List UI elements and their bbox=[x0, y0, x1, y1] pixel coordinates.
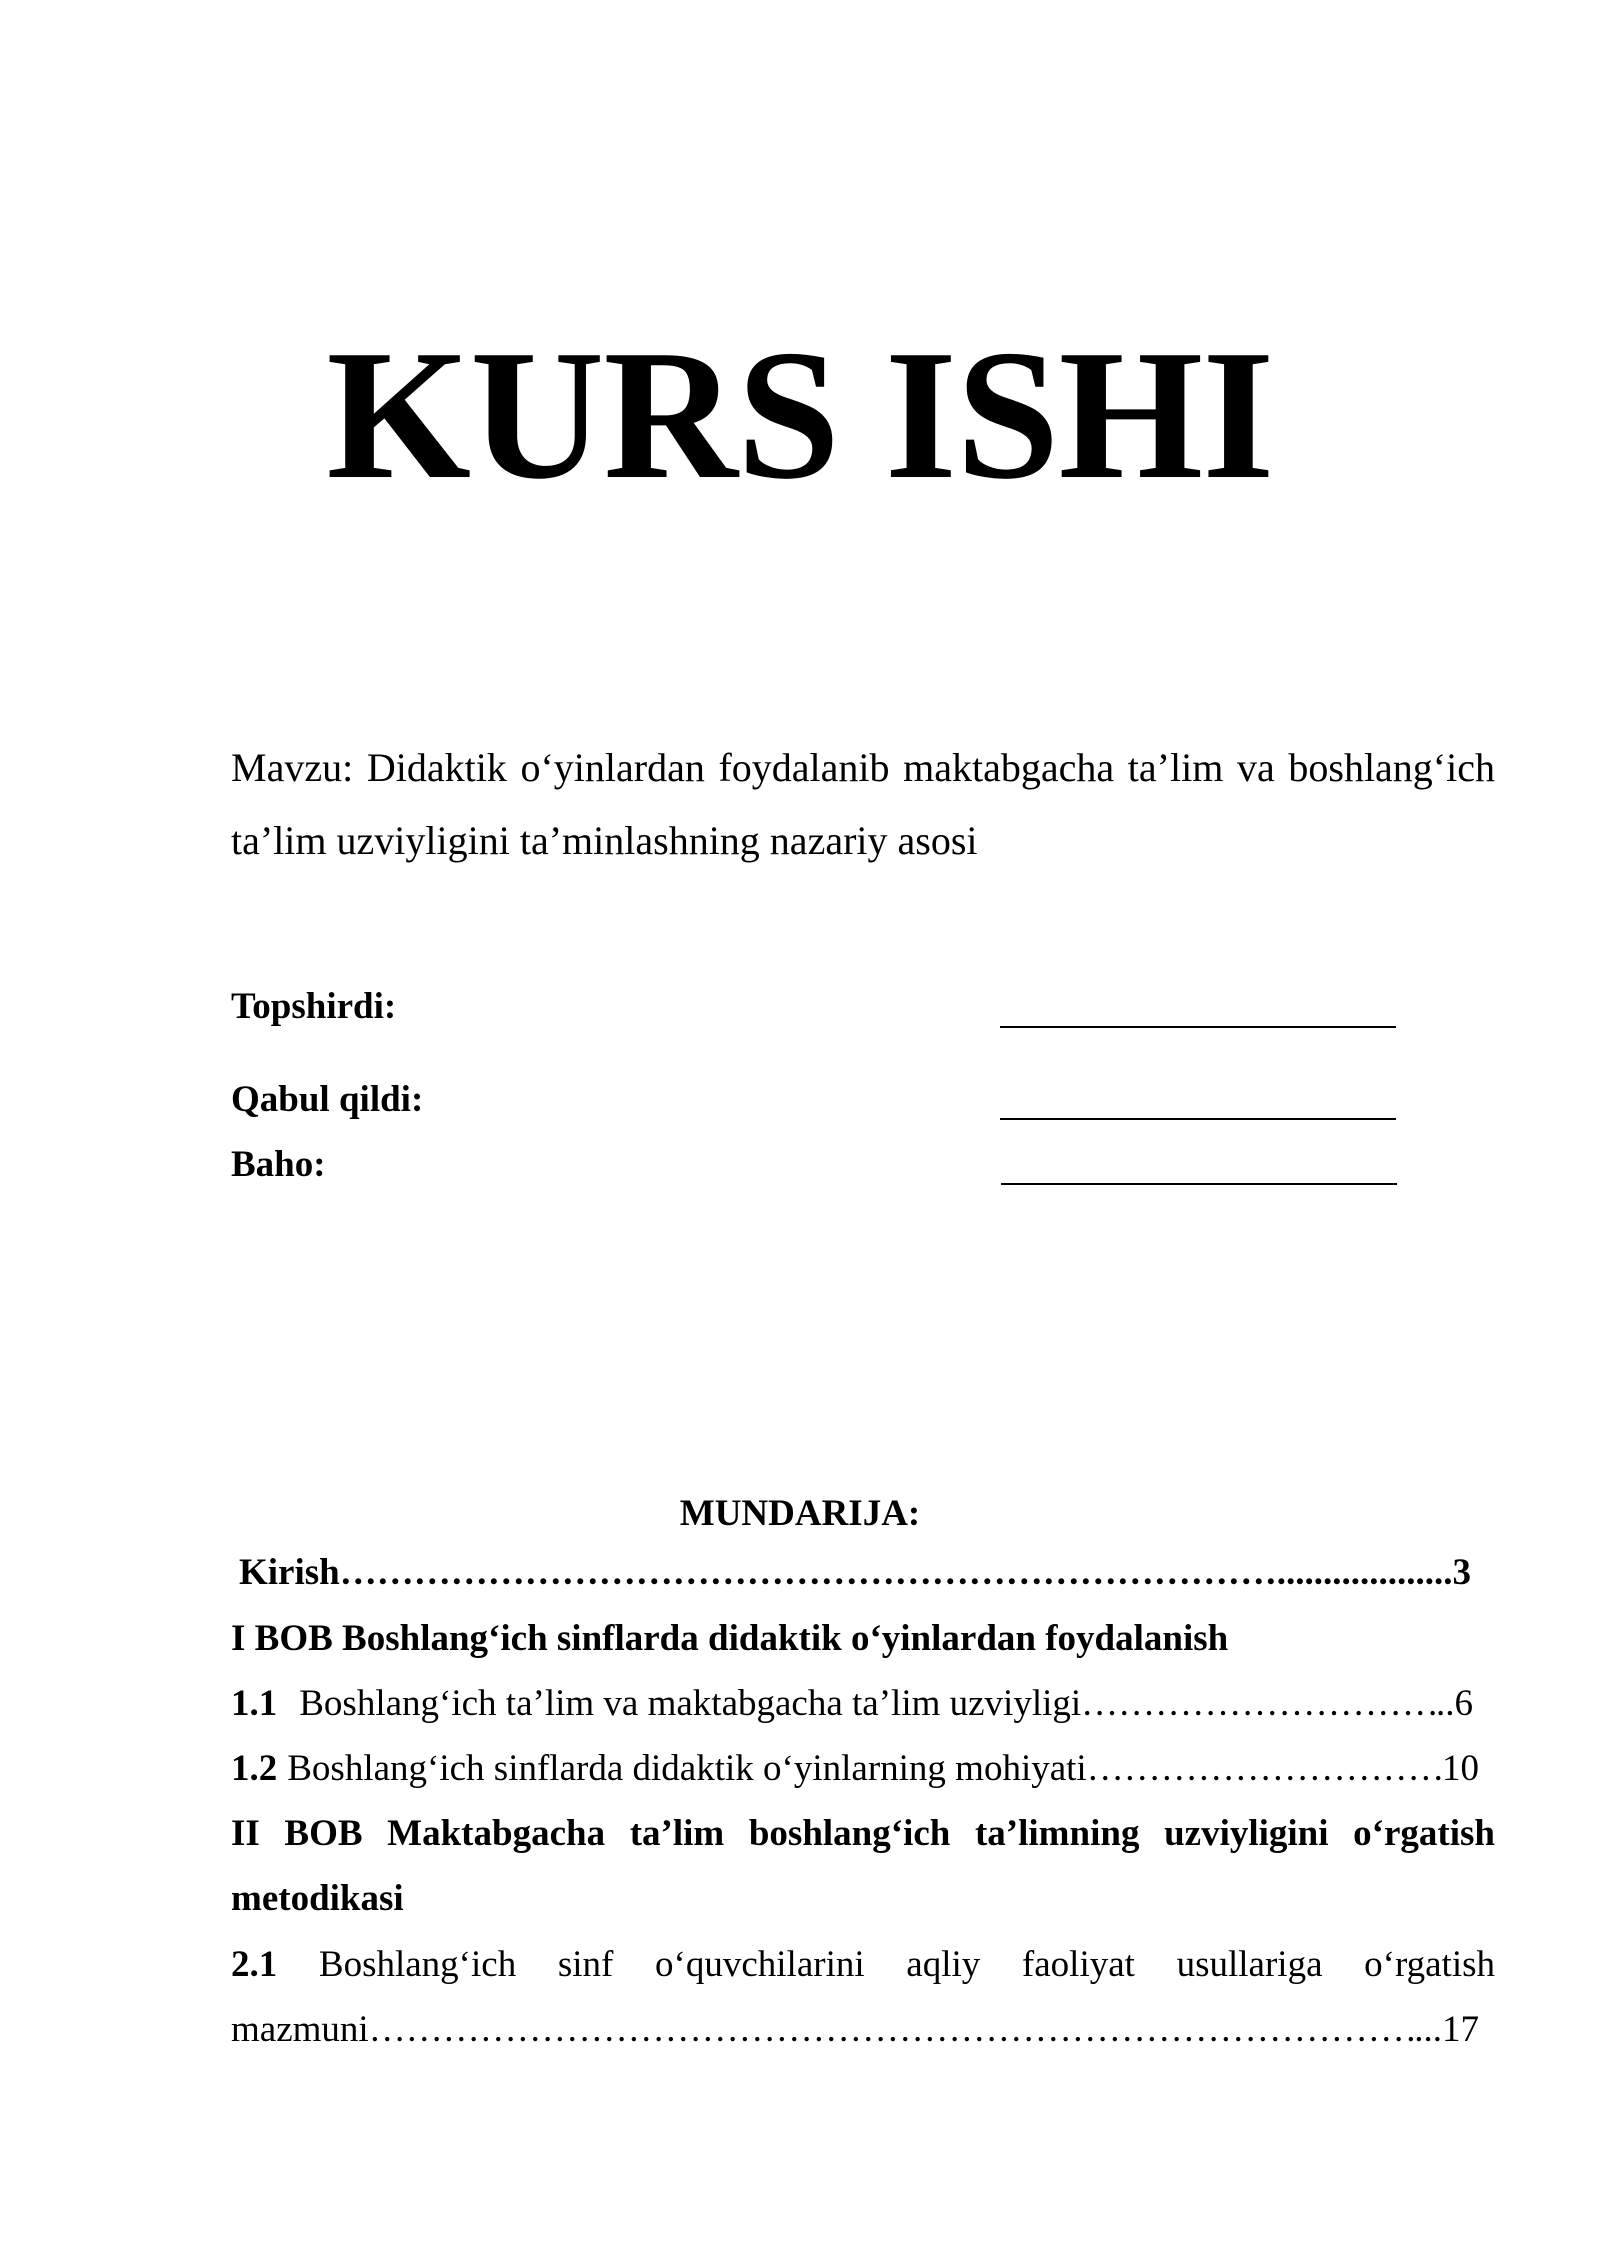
toc-entry-page: 10 bbox=[1442, 1748, 1479, 1789]
accepted-by-label: Qabul qildi: bbox=[231, 1079, 424, 1120]
topic-text: Mavzu: Didaktik o‘yinlardan foydalanib maktabgacha ta’lim va boshlang‘ich ta’lim uzviyligini ta’minlashning nazariy asosi bbox=[231, 745, 1495, 863]
toc-entry-number: 2.1 bbox=[231, 1944, 278, 1985]
toc-entry-label: mazmuni bbox=[231, 2009, 369, 2050]
toc-entry-1-1 bbox=[231, 1682, 1473, 1725]
document-title: KURS ISHI bbox=[326, 312, 1274, 518]
submitted-by-label: Topshirdi: bbox=[231, 986, 397, 1027]
toc-entry-tail: ................... bbox=[1276, 1552, 1453, 1593]
toc-entry-tail: ... bbox=[1414, 2009, 1442, 2050]
toc-entry-page: 17 bbox=[1442, 2009, 1479, 2050]
toc-leader bbox=[1087, 1747, 1442, 1790]
toc-entry-label: Boshlang‘ich sinflarda didaktik o‘yinlarning mohiyati bbox=[287, 1748, 1087, 1789]
accepted-by-line bbox=[1000, 1118, 1396, 1120]
toc-leader bbox=[340, 1551, 1277, 1594]
grade-line bbox=[1001, 1183, 1397, 1185]
toc-leader bbox=[369, 2008, 1415, 2051]
toc-entry-number: 1.2 bbox=[231, 1748, 278, 1789]
toc-entry-page: 6 bbox=[1454, 1683, 1473, 1724]
toc-entry-label: Boshlang‘ich ta’lim va maktabgacha ta’lim uzviyligi bbox=[299, 1683, 1082, 1724]
toc-entry-tail: .. bbox=[1436, 1683, 1455, 1724]
toc-heading: MUNDARIJA: bbox=[679, 1493, 921, 1534]
toc-entry-label: Kirish bbox=[239, 1552, 340, 1593]
grade-label: Baho: bbox=[231, 1144, 326, 1185]
toc-entry-2-1-line-1 bbox=[231, 1943, 1495, 1986]
submitted-by-line bbox=[1000, 1026, 1396, 1028]
toc-entry-page: 3 bbox=[1452, 1552, 1471, 1593]
toc-entry-1-2 bbox=[231, 1747, 1479, 1790]
toc-chapter-1: I BOB Boshlang‘ich sinflarda didaktik o‘yinlardan foydalanish bbox=[231, 1618, 1229, 1659]
toc-chapter-2-line-1: II BOB Maktabgacha ta’lim boshlang‘ich ta’limning uzviyligini o‘rgatish bbox=[231, 1813, 1495, 1854]
toc-entry-intro bbox=[239, 1551, 1471, 1594]
toc-entry-number: 1.1 bbox=[231, 1683, 278, 1724]
toc-entry-label: Boshlang‘ich sinf o‘quvchilarini aqliy faoliyat usullariga o‘rgatish bbox=[318, 1944, 1495, 1985]
toc-entry-2-1-line-2 bbox=[231, 2008, 1479, 2051]
toc-chapter-2-line-2: metodikasi bbox=[231, 1878, 404, 1919]
toc-leader bbox=[1081, 1682, 1436, 1725]
